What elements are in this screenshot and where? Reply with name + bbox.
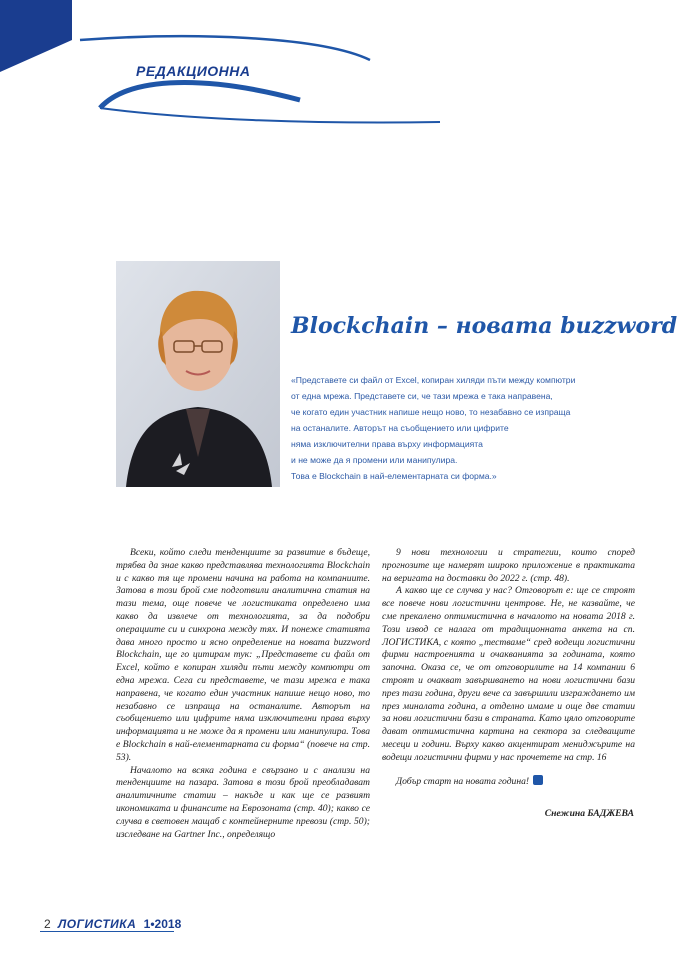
pull-quote-line: на останалите. Авторът на съобщението или цифрите xyxy=(291,423,509,433)
pull-quote xyxy=(291,372,601,484)
logo-mark-icon xyxy=(533,775,543,785)
corner-decoration xyxy=(0,0,72,72)
body-paragraph: А какво ще се случва у нас? Отговорът е: ще се строят все повече нови логистични центрове. Не, не казвайте, че сме прекалено оптимистична в началото на новата 2018 г. Този извод се налага от традиционната анкета на сп. ЛОГИСТИКА, с която „тестваме“ сред водещи логистични фирми настроенията и очакванията за годината, която започна. Оказа се, че от отговорилите на 14 компании 6 строят и очакват завършването на нови логистични бази през тази година, други вече са завършили изграждането им през миналата година, а отделно имаме и още две статии за нови логистични бази в страната. Като цяло отговорите дават оптимистична картина на сектора за следващите месеци и години. Върху какво акцентират мениджърите на водещи логистични фирми у нас прочетете на стр. 16 xyxy=(382,585,635,763)
page-number: 2 xyxy=(44,917,51,931)
closing-line xyxy=(382,775,635,789)
article-headline: Blockchain – новата buzzword xyxy=(291,313,678,339)
pull-quote-line: Това е Blockchain в най-елементарната си форма.» xyxy=(291,471,497,481)
body-column-right xyxy=(382,547,635,788)
page-footer xyxy=(44,917,181,931)
magazine-name: ЛОГИСТИКА xyxy=(58,917,137,931)
body-paragraph: Всеки, който следи тенденциите за развитие в бъдеще, трябва да знае какво представлява технологията Blockchain и с какво тя ще промени начина на работа на компаниите. Затова в този брой сме подготвили аналитична статия на тази тема, още повече че логистиката определено има какво да извлече от технологията, за да подобри операциите си и синхрона между тях. И понеже статията дава много просто и ясно определение на новата buzzword Blockchain, ще го цитирам тук: „Представете си файл от Excel, който е копиран хиляди пъти между компютри от една мрежа. Сега си представете, че тази мрежа е така направена, че когато един участник напише нещо ново, то незабавно се изпраща на останалите. Авторът на съобщението или цифрите няма изключителни права върху информацията и не може да я промени или манипулира. Това е Blockchain в най-елементарната си форма“ (повече на стр. 53). xyxy=(116,547,370,763)
pull-quote-line: от една мрежа. Представете си, че тази мрежа е така направена, xyxy=(291,391,553,401)
pull-quote-line: няма изключителни права върху информацията xyxy=(291,439,483,449)
section-swoosh-graphic xyxy=(70,20,450,130)
pull-quote-line: че когато един участник напише нещо ново, то незабавно се изпраща xyxy=(291,407,571,417)
body-paragraph: 9 нови технологии и стратегии, които според прогнозите ще намерят широко приложение в практиката на веригата на доставки до 2022 г. (стр. 48). xyxy=(382,547,635,584)
pull-quote-line: и не може да я промени или манипулира. xyxy=(291,455,458,465)
author-portrait xyxy=(116,261,280,487)
author-signature: Снежина БАДЖЕВА xyxy=(544,808,634,819)
body-paragraph: Началото на всяка година е свързано и с анализи на тенденциите на пазара. Затова в този брой преобладават аналитичните статии – накъде и как ще се развият икономиката и финансите на Еврозоната (стр. 40); какво се случва в световен мащаб с контейнерните превози (стр. 50); изследване на Gartner Inc., определящо xyxy=(116,764,370,840)
issue-number: 1•2018 xyxy=(143,917,182,931)
closing-text: Добър старт на новата година! xyxy=(396,775,530,787)
footer-rule xyxy=(40,931,174,932)
section-label: РЕДАКЦИОННА xyxy=(136,63,251,79)
pull-quote-line: «Представете си файл от Excel, копиран хиляди пъти между компютри xyxy=(291,375,576,385)
body-column-left xyxy=(116,547,370,841)
